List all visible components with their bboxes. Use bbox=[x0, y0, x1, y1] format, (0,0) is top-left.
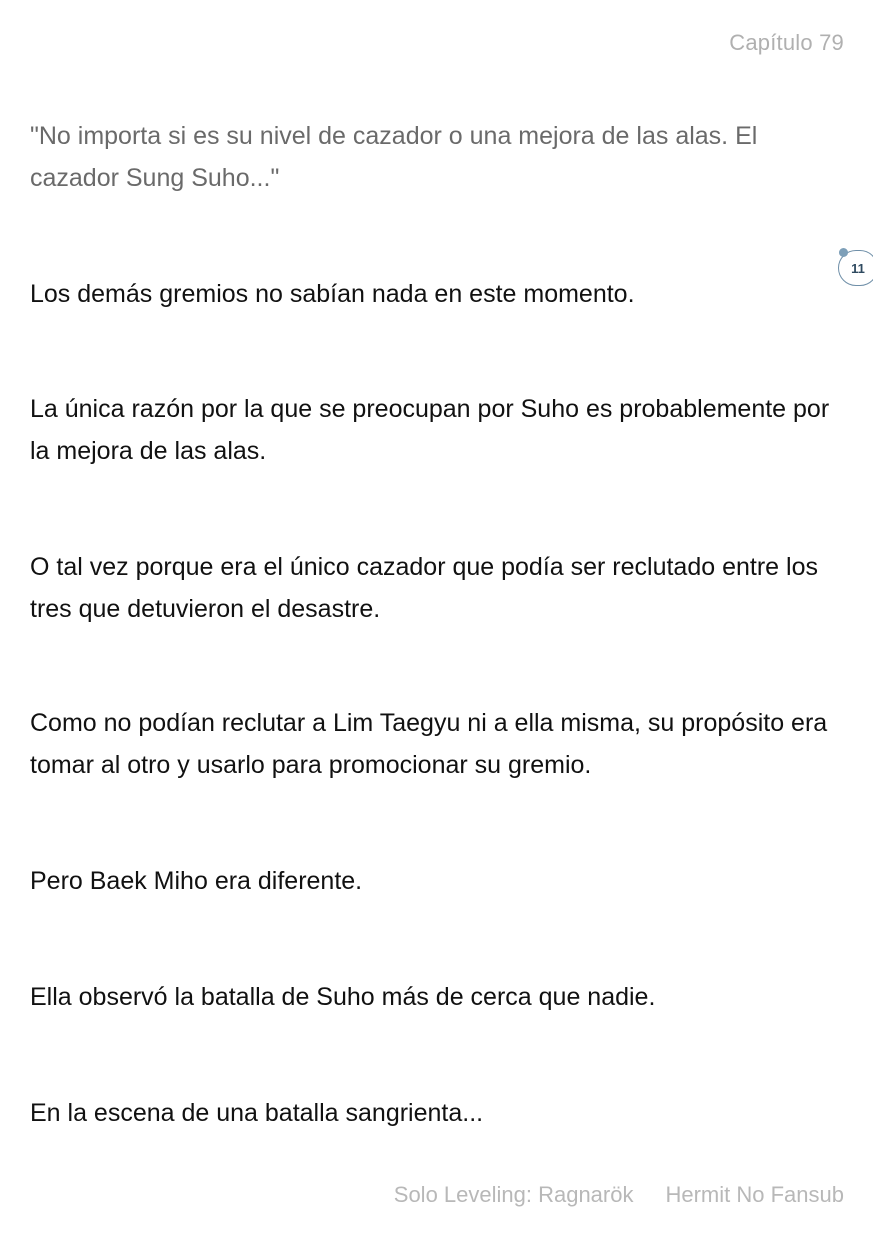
footer-translator: Hermit No Fansub bbox=[665, 1182, 844, 1207]
paragraph: En la escena de una batalla sangrienta... bbox=[30, 1099, 484, 1127]
page-footer bbox=[394, 1182, 844, 1208]
footer-book-title: Solo Leveling: Ragnarök bbox=[393, 1182, 634, 1207]
comment-count: 11 bbox=[851, 260, 865, 276]
chapter-label: Capítulo 79 bbox=[729, 30, 844, 55]
paragraph: Como no podían reclutar a Lim Taegyu ni a ella misma, su propósito era tomar al otro y usarlo para promocionar su gremio. bbox=[30, 709, 828, 779]
badge-dot-icon bbox=[839, 248, 848, 257]
paragraph: Ella observó la batalla de Suho más de cerca que nadie. bbox=[30, 983, 656, 1011]
paragraph: O tal vez porque era el único cazador que podía ser reclutado entre los tres que detuvieron el desastre. bbox=[30, 553, 818, 623]
paragraph-quote: "No importa si es su nivel de cazador o una mejora de las alas. El cazador Sung Suho..." bbox=[30, 122, 758, 192]
paragraph: Los demás gremios no sabían nada en este momento. bbox=[30, 280, 635, 308]
paragraph: La única razón por la que se preocupan por Suho es probablemente por la mejora de las alas. bbox=[30, 395, 830, 465]
paragraph: Pero Baek Miho era diferente. bbox=[30, 867, 363, 895]
